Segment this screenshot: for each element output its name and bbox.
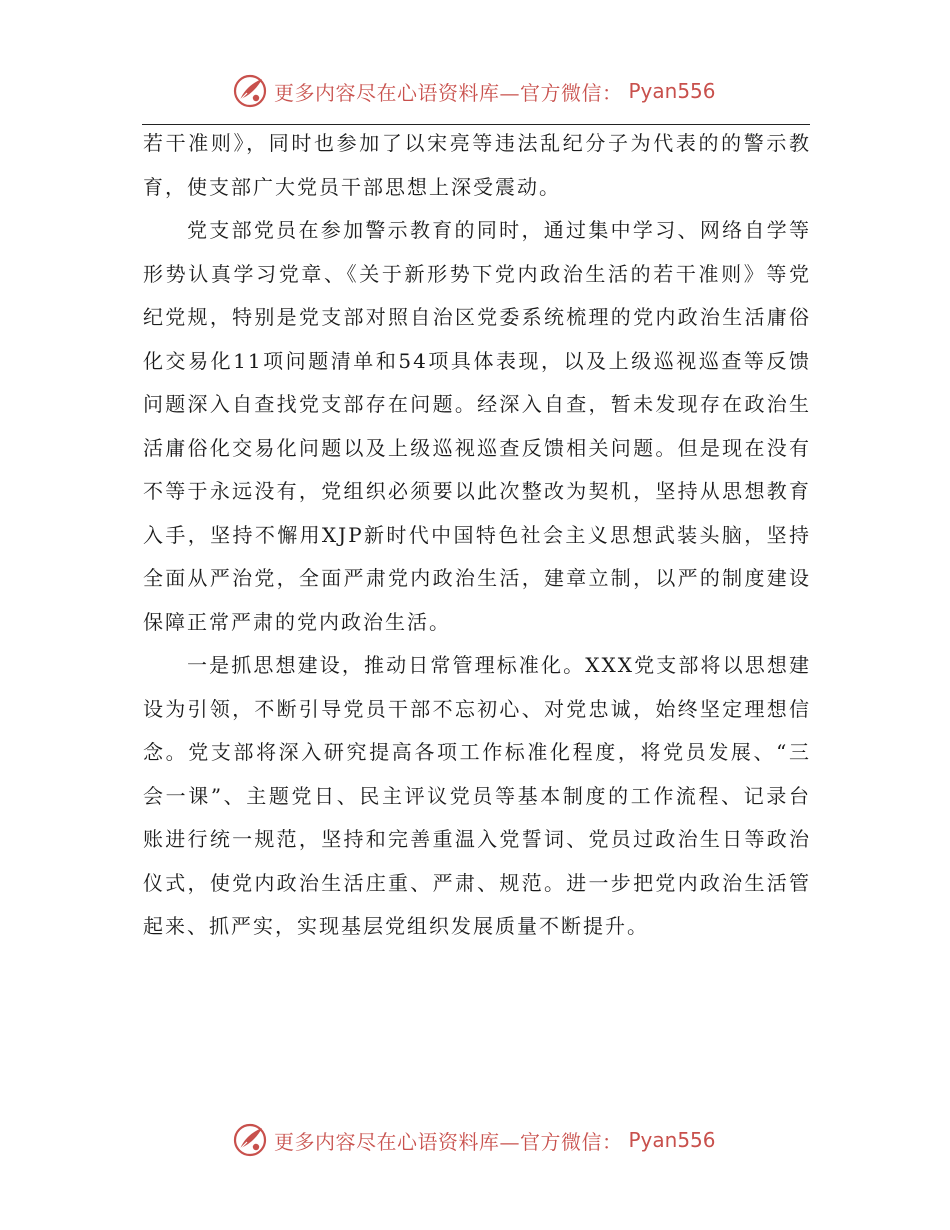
quill-logo-icon bbox=[232, 1122, 268, 1158]
paragraph-self-check: 党支部党员在参加警示教育的同时，通过集中学习、网络自学等形势认真学习党章、《关于新形势下党内政治生活的若干准则》等党纪党规，特别是党支部对照自治区党委系统梳理的党内政治生活庸俗化交易化11项问题清单和54项具体表现，以及上级巡视巡查等反馈问题深入自查找党支部存在问题。经深入自查，暂未发现存在政治生活庸俗化交易化问题以及上级巡视巡查反馈相关问题。但是现在没有不等于永远没有，党组织必须要以此次整改为契机，坚持从思想教育入手，坚持不懈用XJP新时代中国特色社会主义思想武装头脑，坚持全面从严治党，全面严肃党内政治生活，建章立制，以严的制度建设保障正常严肃的党内政治生活。 bbox=[143, 218, 811, 634]
quill-logo-icon bbox=[232, 73, 268, 109]
footer-banner bbox=[232, 1120, 716, 1160]
footer-wechat-id: Pyan556 bbox=[628, 1128, 716, 1152]
footer-banner-text: 更多内容尽在心语资料库—官方微信： bbox=[274, 1129, 623, 1154]
header-banner bbox=[232, 71, 716, 111]
paragraph-thought-building: 一是抓思想建设，推动日常管理标准化。XXX党支部将以思想建设为引领，不断引导党员干部不忘初心、对党忠诚，始终坚定理想信念。党支部将深入研究提高各项工作标准化程度，将党员发展、“三会一课”、主题党日、民主评议党员等基本制度的工作流程、记录台账进行统一规范，坚持和完善重温入党誓词、党员过政治生日等政治仪式，使党内政治生活庄重、严肃、规范。进一步把党内政治生活管起来、抓严实，实现基层党组织发展质量不断提升。 bbox=[143, 653, 811, 938]
document-body bbox=[143, 122, 811, 949]
header-banner-text: 更多内容尽在心语资料库—官方微信： bbox=[274, 80, 623, 105]
paragraph-continuation: 若干准则》，同时也参加了以宋亮等违法乱纪分子为代表的的警示教育，使支部广大党员干部思想上深受震动。 bbox=[143, 131, 811, 199]
header-wechat-id: Pyan556 bbox=[628, 79, 716, 103]
